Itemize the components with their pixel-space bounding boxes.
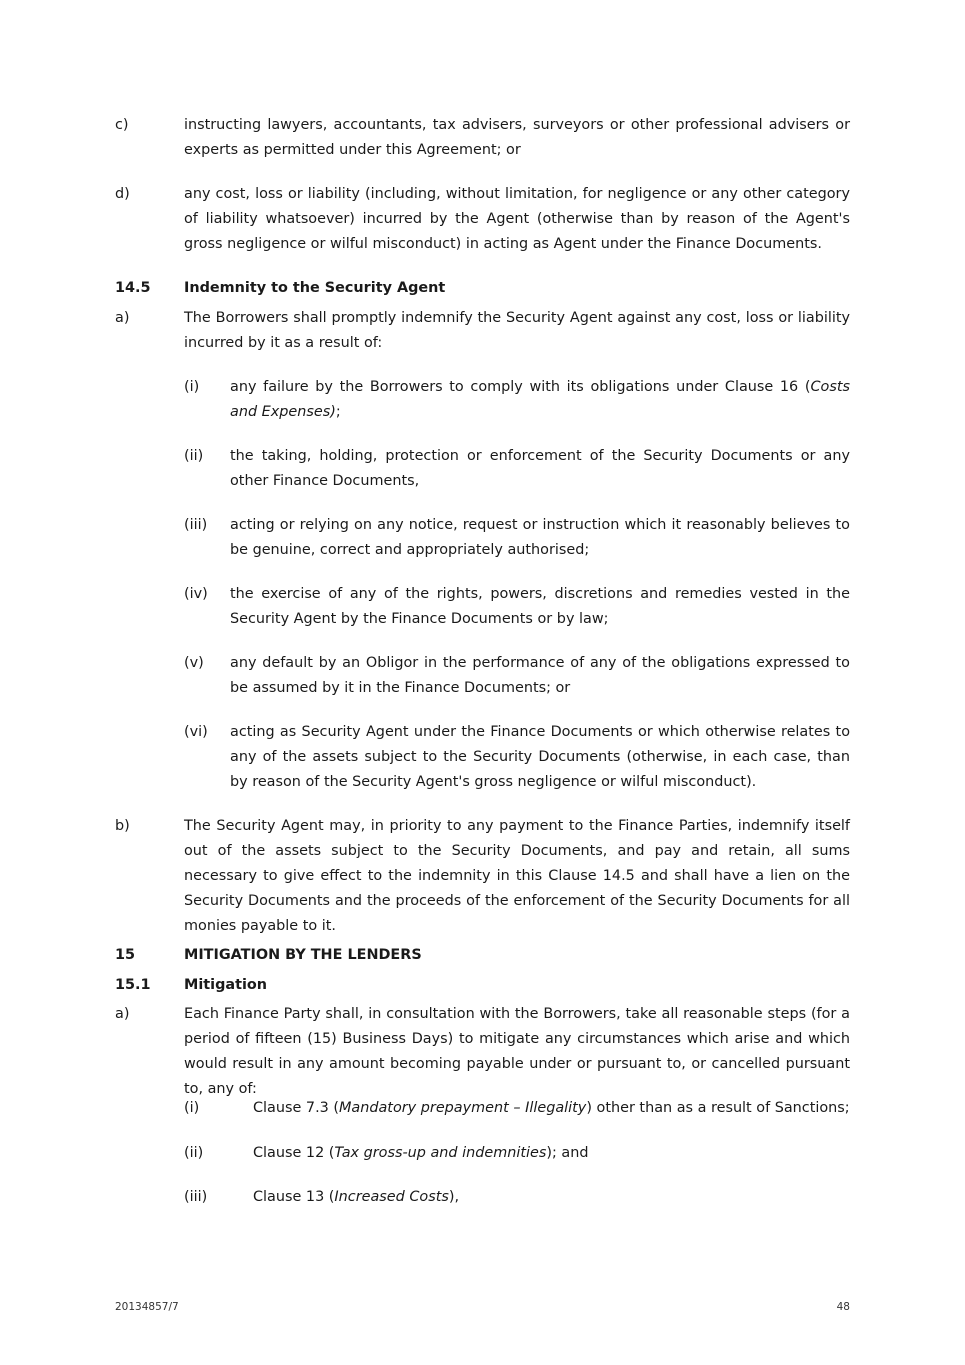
subitem-text: Clause 13 (Increased Costs), [253, 1189, 460, 1205]
item-d-text: any cost, loss or liability (including, without limitation, for negligence or any other category of liability whatsoever) incurred by the Agent (otherwise than by reason of the Agent's gross negligence or wilful misconduct) in acting as Agent under the Finance Documents. [184, 186, 850, 252]
section-15-1-a-text: Each Finance Party shall, in consultation with the Borrowers, take all reasonable steps (for a period of fifteen (15) Business Days) to mitigate any circumstances which arise and which would result in any amount becoming payable under or pursuant to, or cancelled pursuant to, any of: [184, 1006, 850, 1097]
section-15-1-heading: Mitigation [184, 977, 268, 993]
section-15-heading: MITIGATION BY THE LENDERS [184, 947, 422, 963]
subitem-text: the taking, holding, protection or enforcement of the Security Documents or any other Finance Documents, [230, 448, 850, 489]
subitem-label: (ii) [184, 1145, 204, 1161]
subitem-label: (i) [184, 1100, 200, 1116]
subitem-text: the exercise of any of the rights, powers, discretions and remedies vested in the Security Agent by the Finance Documents or by law; [230, 586, 850, 627]
subitem-label: (ii) [184, 448, 204, 464]
section-14-5-a-text: The Borrowers shall promptly indemnify the Security Agent against any cost, loss or liability incurred by it as a result of: [184, 310, 850, 351]
subitem-text: any failure by the Borrowers to comply with its obligations under Clause 16 (Costs and Expenses); [230, 379, 850, 420]
subitem-label: (i) [184, 379, 200, 395]
subitem-label: (iv) [184, 586, 208, 602]
subitem-label: (v) [184, 655, 204, 671]
subitem-text: Clause 7.3 (Mandatory prepayment – Illegality) other than as a result of Sanctions; [253, 1100, 850, 1116]
subitem-text: any default by an Obligor in the performance of any of the obligations expressed to be assumed by it in the Finance Documents; or [230, 655, 850, 696]
item-c-label: c) [115, 117, 129, 133]
section-14-5-b-label: b) [115, 818, 130, 834]
item-c-text: instructing lawyers, accountants, tax advisers, surveyors or other professional advisers or experts as permitted under this Agreement; or [184, 117, 850, 158]
subitem-text: acting as Security Agent under the Finance Documents or which otherwise relates to any of the assets subject to the Security Documents (otherwise, in each case, than by reason of the Security Agent's gross negligence or wilful misconduct). [230, 724, 850, 790]
section-15-1-a-label: a) [115, 1006, 130, 1022]
section-14-5-a-label: a) [115, 310, 130, 326]
section-15-number: 15 [115, 947, 136, 963]
subitem-text: acting or relying on any notice, request or instruction which it reasonably believes to be genuine, correct and appropriately authorised; [230, 517, 850, 558]
section-14-5-heading: Indemnity to the Security Agent [184, 280, 446, 296]
footer-doc-ref: 20134857/7 [115, 1301, 179, 1313]
item-d-label: d) [115, 186, 130, 202]
section-14-5-number: 14.5 [115, 280, 151, 296]
subitem-label: (iii) [184, 1189, 208, 1205]
subitem-label: (vi) [184, 724, 208, 740]
section-15-1-number: 15.1 [115, 977, 151, 993]
section-14-5-b-text: The Security Agent may, in priority to any payment to the Finance Parties, indemnify itself out of the assets subject to the Security Documents, and pay and retain, all sums necessary to give effect to the indemnity in this Clause 14.5 and shall have a lien on the Security Documents and the proceeds of the enforcement of the Security Documents for all monies payable to it. [184, 818, 850, 934]
footer-page-number: 48 [836, 1301, 850, 1313]
subitem-label: (iii) [184, 517, 208, 533]
subitem-text: Clause 12 (Tax gross-up and indemnities); and [253, 1145, 589, 1161]
